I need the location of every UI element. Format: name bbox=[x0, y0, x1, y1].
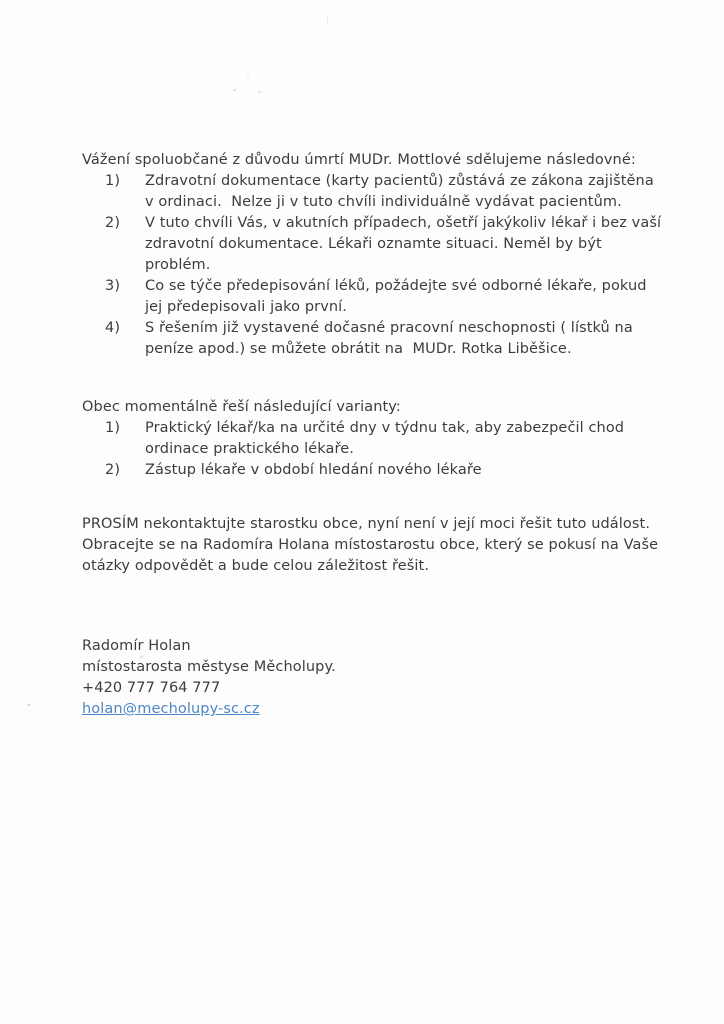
list-item-text: Zdravotní dokumentace (karty pacientů) zůstává ze zákona zajištěna v ordinaci. Nelze ji v tuto chvíli individuálně vydávat pacientům. bbox=[145, 173, 659, 210]
variants-intro-paragraph: Obec momentálně řeší následující varianty: bbox=[82, 399, 401, 415]
list-item-text: Co se týče předepisování léků, požádejte své odborné lékaře, pokud jej předepisovali jako první. bbox=[145, 278, 652, 315]
scan-artifact bbox=[327, 15, 328, 24]
list-item bbox=[105, 213, 664, 276]
signature-phone: +420 777 764 777 bbox=[82, 680, 221, 696]
list-item bbox=[105, 171, 664, 213]
variants-list bbox=[105, 418, 664, 481]
list-item bbox=[105, 276, 664, 318]
scan-artifact bbox=[27, 704, 31, 706]
list-item-number: 3) bbox=[105, 278, 121, 294]
list-item bbox=[105, 318, 664, 360]
instructions-list bbox=[105, 171, 664, 360]
signature-title: místostarosta městyse Měcholupy. bbox=[82, 659, 336, 675]
scan-artifact bbox=[233, 89, 236, 91]
signature-block bbox=[82, 636, 664, 720]
list-item-text: S řešením již vystavené dočasné pracovní neschopnosti ( lístků na peníze apod.) se můžete obrátit na MUDr. Rotka Liběšice. bbox=[145, 320, 638, 357]
list-item-number: 2) bbox=[105, 215, 121, 231]
signature-name: Radomír Holan bbox=[82, 638, 191, 654]
list-item bbox=[105, 460, 664, 481]
list-item-text: Zástup lékaře v období hledání nového lékaře bbox=[145, 462, 482, 478]
scan-artifact bbox=[247, 77, 249, 79]
list-item-number: 2) bbox=[105, 462, 121, 478]
list-item-text: Praktický lékař/ka na určité dny v týdnu tak, aby zabezpečil chod ordinace praktického lékaře. bbox=[145, 420, 629, 457]
intro-paragraph: Vážení spoluobčané z důvodu úmrtí MUDr. Mottlové sdělujeme následovné: bbox=[82, 152, 636, 168]
list-item-number: 1) bbox=[105, 173, 121, 189]
list-item-number: 4) bbox=[105, 320, 121, 336]
scan-artifact bbox=[258, 91, 261, 93]
list-item bbox=[105, 418, 664, 460]
email-link[interactable]: holan@mecholupy-sc.cz bbox=[82, 701, 260, 717]
list-item-text: V tuto chvíli Vás, v akutních případech, ošetří jakýkoliv lékař i bez vaší zdravotní dokumentace. Lékaři oznamte situaci. Neměl by být problém. bbox=[145, 215, 666, 273]
list-item-number: 1) bbox=[105, 420, 121, 436]
notice-paragraph: PROSÍM nekontaktujte starostku obce, nyní není v její moci řešit tuto událost. Obracejte se na Radomíra Holana místostarostu obce, který se pokusí na Vaše otázky odpovědět a bude celou záležitost řešit. bbox=[82, 516, 659, 574]
